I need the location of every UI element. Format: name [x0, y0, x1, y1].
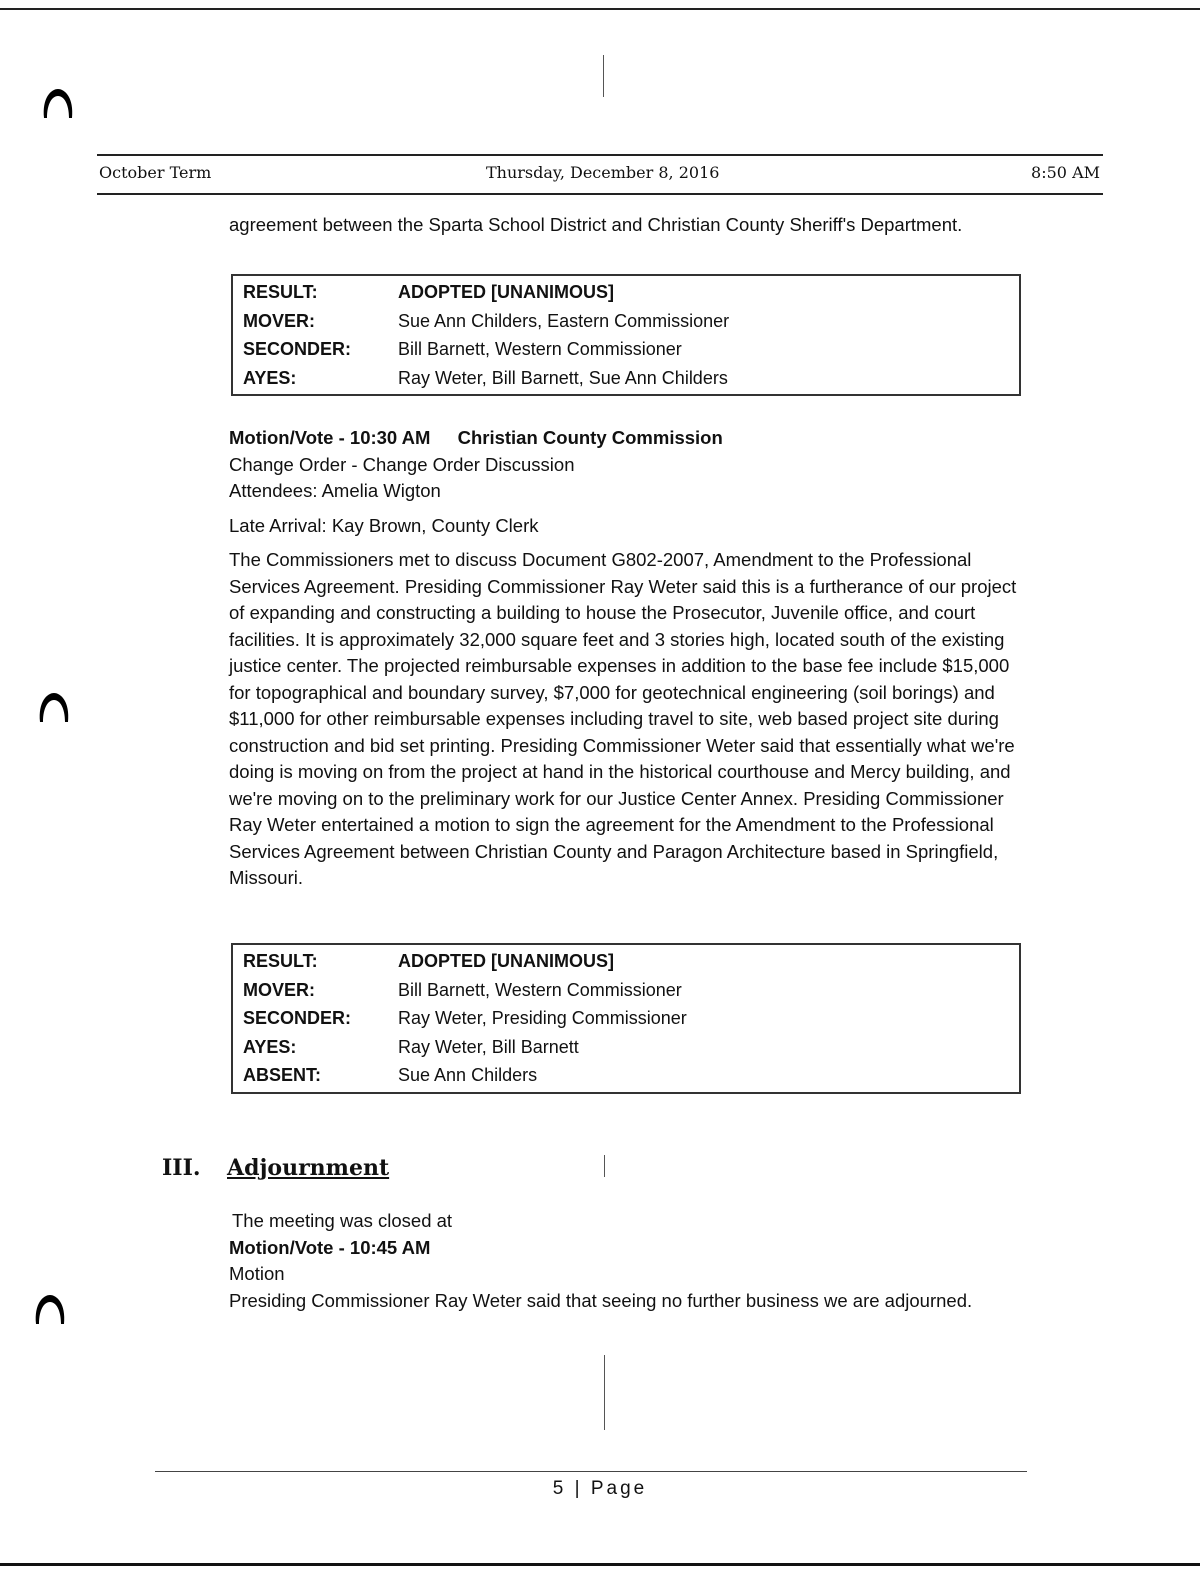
- discussion-paragraph: The Commissioners met to discuss Document G802-2007, Amendment to the Professional Services Agreement. Presiding Commissioner Ray Weter said this is a furtherance of our project of expanding and constructing a building to house the Prosecutor, Juvenile office, and court facilities. It is approximately 32,000 square feet and 3 stories high, located south of the existing justice center. The projected reimbursable expenses in addition to the base fee include $15,000 for topographical and boundary survey, $7,000 for geotechnical engineering (soil borings) and $11,000 for other reimbursable expenses including travel to site, web based project site during construction and bid set printing. Presiding Commissioner Weter said that essentially what we're doing is moving on from the project at hand in the historical courthouse and Mercy building, and we're moving on to the preliminary work for our Justice Center Annex. Presiding Commissioner Ray Weter entertained a motion to sign the agreement for the Amendment to the Professional Services Agreement between Christian County and Paragon Architecture based in Springfield, Missouri.: [229, 549, 1017, 888]
- vote-label: SECONDER:: [243, 1008, 352, 1028]
- footer-rule: [155, 1471, 1027, 1472]
- vote-table-2: [231, 943, 1021, 1094]
- vote-mover: Sue Ann Childers, Eastern Commissioner: [398, 310, 730, 331]
- vote-result: ADOPTED [UNANIMOUS]: [398, 282, 614, 302]
- vote-table-1: [231, 274, 1021, 396]
- punch-hole-icon: [37, 690, 71, 724]
- intro-paragraph: agreement between the Sparta School District and Christian County Sheriff's Department.: [229, 214, 963, 235]
- header-rule-top: [97, 154, 1103, 156]
- vote-row-seconder: [243, 1004, 1019, 1033]
- change-order-line: Change Order - Change Order Discussion: [229, 453, 575, 475]
- vote-seconder: Ray Weter, Presiding Commissioner: [398, 1008, 687, 1028]
- vote-label: AYES:: [243, 1036, 297, 1057]
- vote-label: SECONDER:: [243, 339, 352, 359]
- vote-seconder: Bill Barnett, Western Commissioner: [398, 339, 682, 359]
- vote-row-ayes: [243, 1033, 1019, 1062]
- adjournment-motion-label: Motion: [229, 1263, 285, 1284]
- adjournment-motion-heading: Motion/Vote - 10:45 AM: [229, 1236, 431, 1258]
- vote-ayes: Ray Weter, Bill Barnett: [398, 1036, 579, 1057]
- scan-artifact: [603, 55, 604, 97]
- scan-artifact: [604, 1155, 605, 1177]
- late-arrival-line: Late Arrival: Kay Brown, County Clerk: [229, 514, 539, 536]
- vote-ayes: Ray Weter, Bill Barnett, Sue Ann Childers: [398, 367, 728, 388]
- vote-row-absent: [243, 1061, 1019, 1090]
- punch-hole-icon: [41, 86, 75, 120]
- vote-row-seconder: [243, 335, 1019, 364]
- vote-row-mover: [243, 307, 1019, 336]
- section-title: Adjournment: [227, 1155, 390, 1181]
- vote-row-mover: [243, 976, 1019, 1005]
- vote-row-result: [243, 947, 1019, 976]
- closed-text: The meeting was closed at: [232, 1210, 453, 1231]
- punch-hole-icon: [33, 1292, 67, 1326]
- scan-top-edge: [0, 8, 1200, 10]
- section-number: III.: [162, 1155, 201, 1181]
- scan-bottom-edge: [0, 1563, 1200, 1566]
- vote-row-ayes: [243, 364, 1019, 393]
- vote-label: AYES:: [243, 367, 297, 388]
- motion-heading-line: [229, 425, 1029, 452]
- adjournment-block: [229, 1208, 1019, 1314]
- motion-body: Christian County Commission: [457, 427, 723, 448]
- vote-result: ADOPTED [UNANIMOUS]: [398, 951, 614, 971]
- header-term: October Term: [99, 163, 212, 182]
- adjournment-body: Presiding Commissioner Ray Weter said that seeing no further business we are adjourned.: [229, 1289, 973, 1311]
- motion-heading: Motion/Vote - 10:30 AM: [229, 427, 431, 448]
- vote-row-result: [243, 278, 1019, 307]
- vote-label: ABSENT:: [243, 1065, 322, 1085]
- vote-mover: Bill Barnett, Western Commissioner: [398, 979, 682, 1000]
- motion-block-2: [229, 425, 1029, 892]
- vote-label: RESULT:: [243, 282, 318, 302]
- vote-label: RESULT:: [243, 951, 318, 971]
- header-rule-bottom: [97, 193, 1103, 195]
- scan-artifact: [604, 1355, 605, 1430]
- header-time: 8:50 AM: [1031, 163, 1100, 182]
- vote-label: MOVER:: [243, 979, 315, 1000]
- page-number: 5 | Page: [552, 1478, 648, 1499]
- header-date: Thursday, December 8, 2016: [486, 163, 720, 182]
- vote-absent: Sue Ann Childers: [398, 1065, 538, 1085]
- vote-label: MOVER:: [243, 310, 315, 331]
- attendees-line: Attendees: Amelia Wigton: [229, 480, 441, 501]
